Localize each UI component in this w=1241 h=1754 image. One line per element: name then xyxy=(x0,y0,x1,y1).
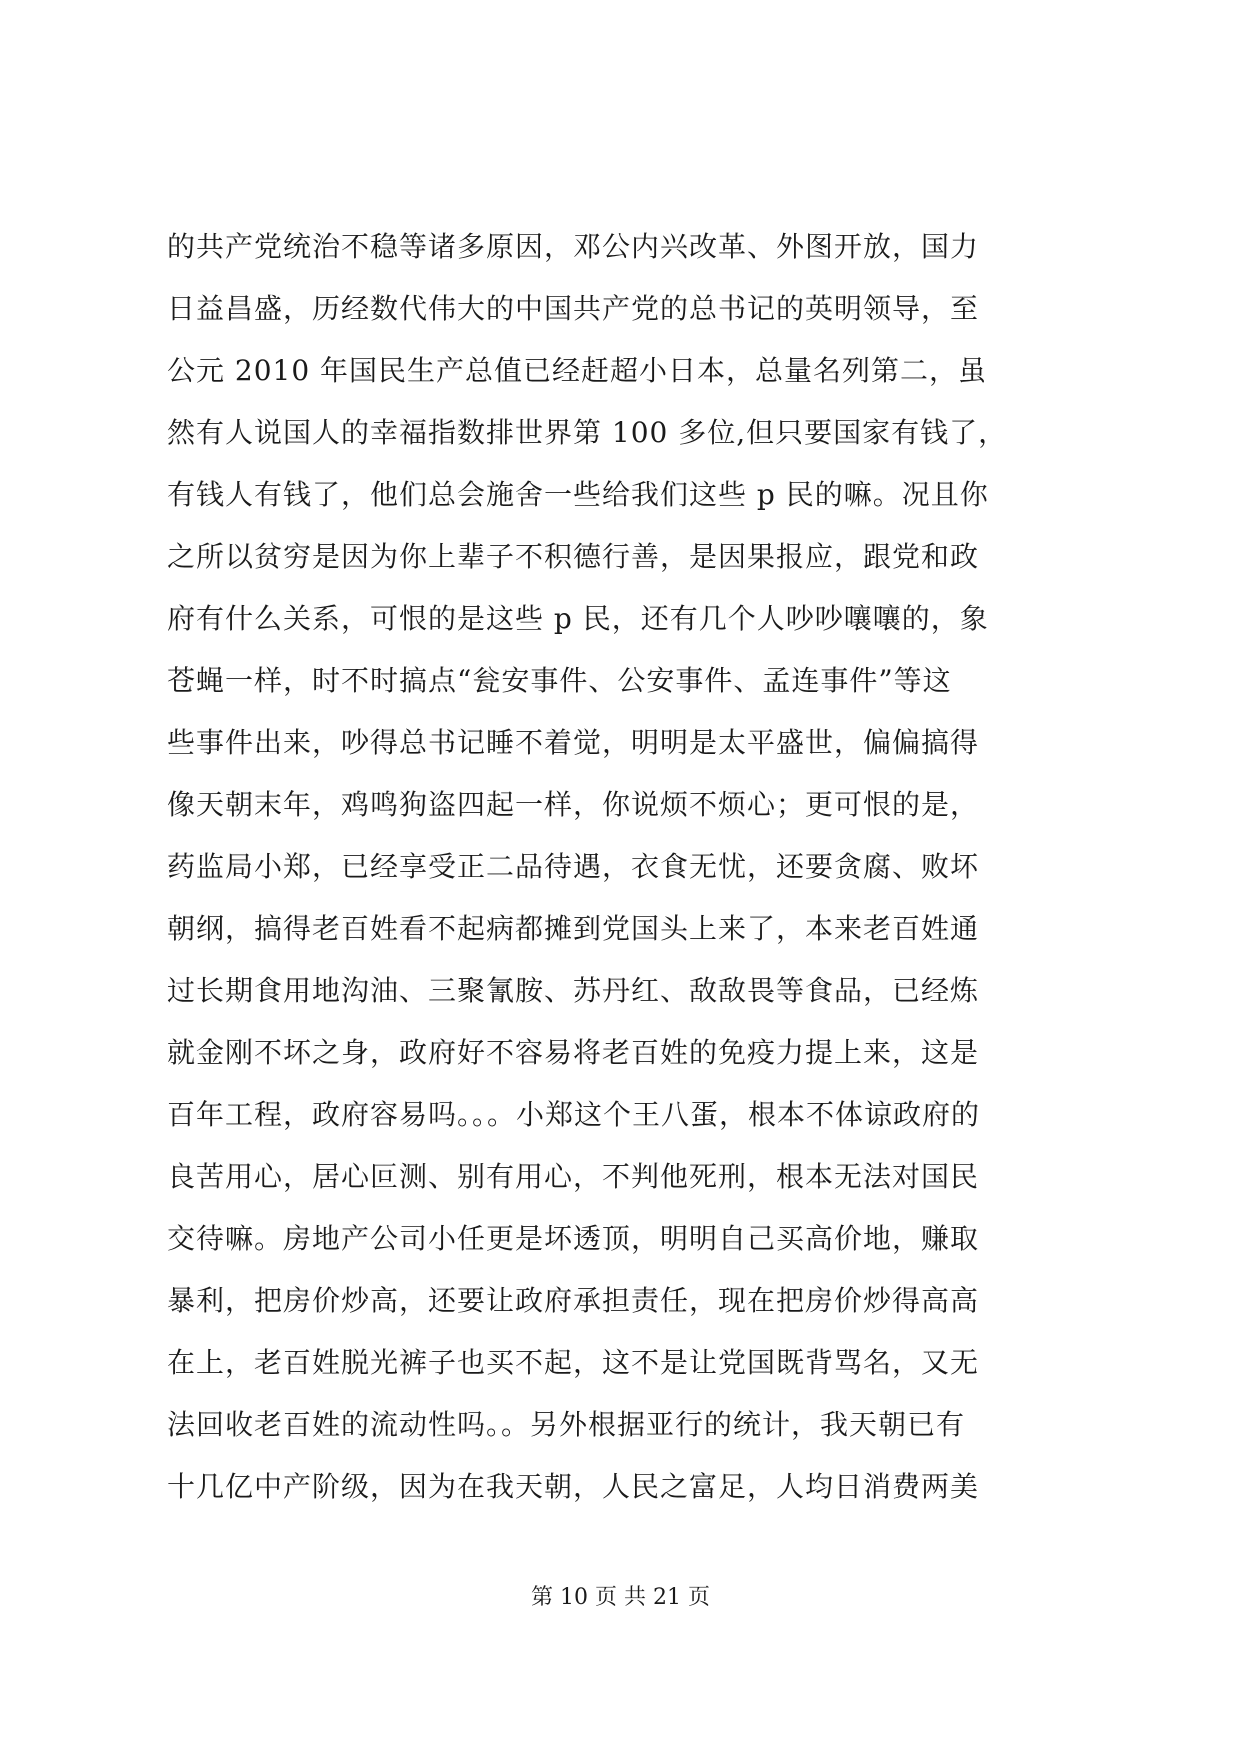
text-line: 有钱人有钱了，他们总会施舍一些给我们这些 p 民的嘛。况且你 xyxy=(167,478,989,511)
text-line: 法回收老百姓的流动性吗。。另外根据亚行的统计，我天朝已有 xyxy=(167,1408,966,1441)
text-line: 然有人说国人的幸福指数排世界第 100 多位,但只要国家有钱了， xyxy=(167,416,1008,449)
text-line: 百年工程，政府容易吗。。。小郑这个王八蛋，根本不体谅政府的 xyxy=(167,1098,981,1131)
text-line: 像天朝末年，鸡鸣狗盗四起一样，你说烦不烦心；更可恨的是， xyxy=(167,788,980,821)
text-line: 暴利，把房价炒高，还要让政府承担责任，现在把房价炒得高高 xyxy=(167,1284,980,1317)
text-line: 药监局小郑，已经享受正二品待遇，衣食无忧，还要贪腐、败坏 xyxy=(167,850,980,883)
text-line: 在上，老百姓脱光裤子也买不起，这不是让党国既背骂名，又无 xyxy=(167,1346,980,1379)
text-line: 之所以贫穷是因为你上辈子不积德行善，是因果报应，跟党和政 xyxy=(167,540,980,573)
text-line: 良苦用心，居心叵测、别有用心，不判他死刑，根本无法对国民 xyxy=(167,1160,980,1193)
text-line: 些事件出来，吵得总书记睡不着觉，明明是太平盛世，偏偏搞得 xyxy=(167,726,980,759)
text-line: 公元 2010 年国民生产总值已经赶超小日本，总量名列第二，虽 xyxy=(167,354,988,387)
text-line: 苍蝇一样，时不时搞点“瓮安事件、公安事件、孟连事件”等这 xyxy=(167,664,952,697)
text-line: 十几亿中产阶级，因为在我天朝，人民之富足，人均日消费两美 xyxy=(167,1470,980,1503)
text-line: 府有什么关系，可恨的是这些 p 民，还有几个人吵吵嚷嚷的，象 xyxy=(167,602,989,635)
text-line: 的共产党统治不稳等诸多原因，邓公内兴改革、外图开放，国力 xyxy=(167,230,980,263)
text-line: 交待嘛。房地产公司小任更是坏透顶，明明自己买高价地，赚取 xyxy=(167,1222,980,1255)
text-line: 就金刚不坏之身，政府好不容易将老百姓的免疫力提上来，这是 xyxy=(167,1036,980,1069)
body-text xyxy=(167,228,1087,1530)
text-line: 过长期食用地沟油、三聚氰胺、苏丹红、敌敌畏等食品，已经炼 xyxy=(167,974,980,1007)
text-line: 日益昌盛，历经数代伟大的中国共产党的总书记的英明领导，至 xyxy=(167,292,980,325)
text-line: 朝纲，搞得老百姓看不起病都摊到党国头上来了，本来老百姓通 xyxy=(167,912,980,945)
page-footer: 第 10 页 共 21 页 xyxy=(531,1585,710,1610)
